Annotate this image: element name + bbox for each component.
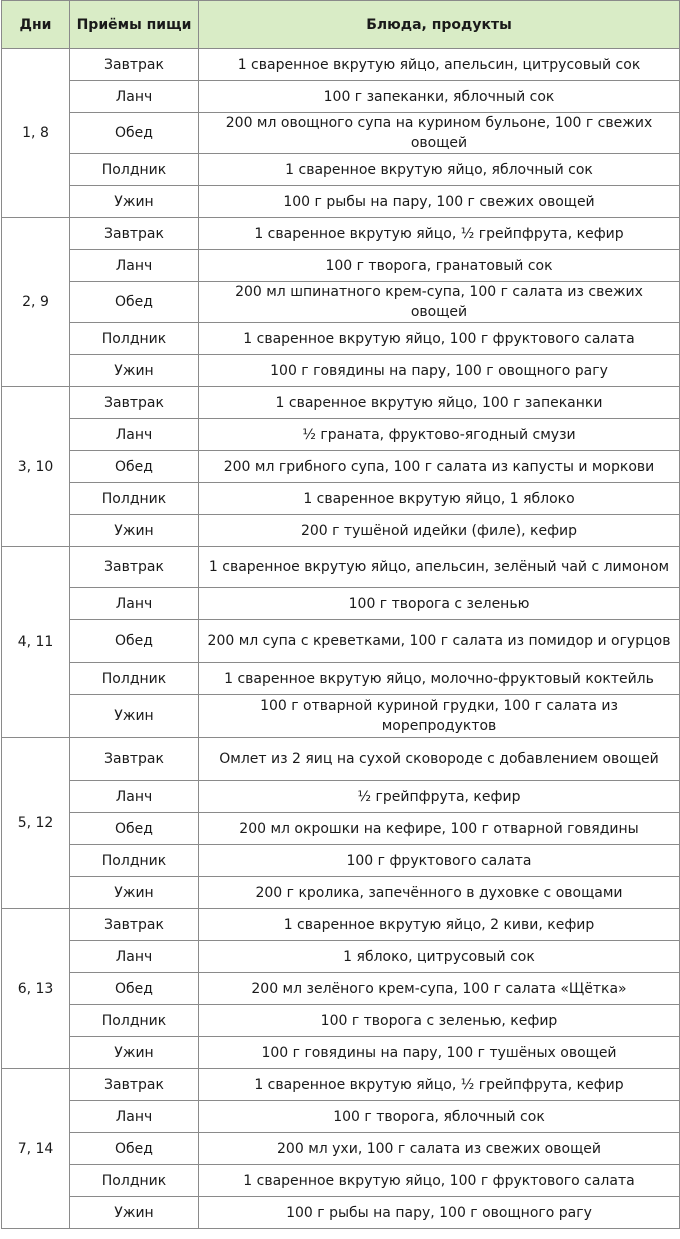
table-row: [2, 515, 680, 547]
food-cell: 100 г запеканки, яблочный сок: [199, 81, 680, 113]
meal-cell: Завтрак: [70, 909, 199, 941]
header-dishes: Блюда, продукты: [199, 1, 680, 49]
table-row: [2, 877, 680, 909]
table-row: [2, 1133, 680, 1165]
meal-cell: Завтрак: [70, 218, 199, 250]
meal-cell: Ланч: [70, 419, 199, 451]
meal-cell: Завтрак: [70, 49, 199, 81]
food-cell: 100 г творога с зеленью, кефир: [199, 1005, 680, 1037]
table-row: [2, 1165, 680, 1197]
food-cell: 1 сваренное вкрутую яйцо, ½ грейпфрута, кефир: [199, 218, 680, 250]
food-cell: 100 г говядины на пару, 100 г тушёных овощей: [199, 1037, 680, 1069]
food-cell: 1 сваренное вкрутую яйцо, 100 г фруктового салата: [199, 323, 680, 355]
meal-cell: Обед: [70, 113, 199, 154]
meal-cell: Обед: [70, 973, 199, 1005]
food-cell: 200 мл супа с креветками, 100 г салата из помидор и огурцов: [199, 620, 680, 663]
header-days: Дни: [2, 1, 70, 49]
table-row: [2, 355, 680, 387]
table-row: [2, 781, 680, 813]
table-row: [2, 941, 680, 973]
table-row: [2, 451, 680, 483]
table-row: [2, 49, 680, 81]
meal-cell: Обед: [70, 813, 199, 845]
meal-cell: Ланч: [70, 250, 199, 282]
meal-cell: Полдник: [70, 663, 199, 695]
meal-cell: Обед: [70, 620, 199, 663]
meal-cell: Полдник: [70, 154, 199, 186]
food-cell: 100 г творога, гранатовый сок: [199, 250, 680, 282]
meal-cell: Полдник: [70, 845, 199, 877]
header-row: [2, 1, 680, 49]
table-row: [2, 419, 680, 451]
food-cell: Омлет из 2 яиц на сухой сковороде с добавлением овощей: [199, 738, 680, 781]
food-cell: 1 сваренное вкрутую яйцо, молочно-фруктовый коктейль: [199, 663, 680, 695]
food-cell: 200 мл ухи, 100 г салата из свежих овощей: [199, 1133, 680, 1165]
food-cell: 1 сваренное вкрутую яйцо, апельсин, цитрусовый сок: [199, 49, 680, 81]
food-cell: 100 г отварной куриной грудки, 100 г салата из морепродуктов: [199, 695, 680, 738]
meal-cell: Завтрак: [70, 547, 199, 588]
food-cell: ½ грейпфрута, кефир: [199, 781, 680, 813]
food-cell: 100 г творога с зеленью: [199, 588, 680, 620]
meal-cell: Завтрак: [70, 738, 199, 781]
meal-cell: Полдник: [70, 483, 199, 515]
days-cell: 1, 8: [2, 49, 70, 218]
table-row: [2, 695, 680, 738]
meal-cell: Обед: [70, 451, 199, 483]
diet-menu-table: [1, 0, 680, 1229]
table-row: [2, 620, 680, 663]
table-row: [2, 973, 680, 1005]
food-cell: 100 г творога, яблочный сок: [199, 1101, 680, 1133]
food-cell: 1 сваренное вкрутую яйцо, апельсин, зелёный чай с лимоном: [199, 547, 680, 588]
table-row: [2, 282, 680, 323]
days-cell: 6, 13: [2, 909, 70, 1069]
table-row: [2, 81, 680, 113]
food-cell: 200 г кролика, запечённого в духовке с овощами: [199, 877, 680, 909]
meal-cell: Ужин: [70, 515, 199, 547]
food-cell: 100 г рыбы на пару, 100 г свежих овощей: [199, 186, 680, 218]
table-row: [2, 813, 680, 845]
meal-cell: Завтрак: [70, 387, 199, 419]
food-cell: 100 г фруктового салата: [199, 845, 680, 877]
table-row: [2, 250, 680, 282]
meal-cell: Ланч: [70, 941, 199, 973]
table-row: [2, 387, 680, 419]
food-cell: 1 сваренное вкрутую яйцо, 1 яблоко: [199, 483, 680, 515]
days-cell: 4, 11: [2, 547, 70, 738]
table-row: [2, 845, 680, 877]
food-cell: 1 сваренное вкрутую яйцо, 100 г запеканки: [199, 387, 680, 419]
days-cell: 2, 9: [2, 218, 70, 387]
food-cell: 1 сваренное вкрутую яйцо, 100 г фруктового салата: [199, 1165, 680, 1197]
table-row: [2, 1037, 680, 1069]
meal-cell: Полдник: [70, 1005, 199, 1037]
table-row: [2, 154, 680, 186]
food-cell: 1 яблоко, цитрусовый сок: [199, 941, 680, 973]
meal-cell: Ужин: [70, 695, 199, 738]
meal-cell: Ужин: [70, 186, 199, 218]
meal-cell: Ланч: [70, 1101, 199, 1133]
days-cell: 5, 12: [2, 738, 70, 909]
meal-cell: Ужин: [70, 1037, 199, 1069]
meal-cell: Ужин: [70, 1197, 199, 1229]
table-row: [2, 663, 680, 695]
table-row: [2, 186, 680, 218]
table-row: [2, 547, 680, 588]
table-row: [2, 483, 680, 515]
table-row: [2, 738, 680, 781]
food-cell: ½ граната, фруктово-ягодный смузи: [199, 419, 680, 451]
table-row: [2, 588, 680, 620]
meal-cell: Ужин: [70, 877, 199, 909]
meal-cell: Полдник: [70, 1165, 199, 1197]
table-row: [2, 1101, 680, 1133]
meal-cell: Полдник: [70, 323, 199, 355]
meal-cell: Завтрак: [70, 1069, 199, 1101]
meal-cell: Обед: [70, 282, 199, 323]
food-cell: 200 мл овощного супа на курином бульоне, 100 г свежих овощей: [199, 113, 680, 154]
food-cell: 100 г говядины на пару, 100 г овощного рагу: [199, 355, 680, 387]
food-cell: 1 сваренное вкрутую яйцо, ½ грейпфрута, кефир: [199, 1069, 680, 1101]
food-cell: 1 сваренное вкрутую яйцо, 2 киви, кефир: [199, 909, 680, 941]
table-row: [2, 113, 680, 154]
days-cell: 7, 14: [2, 1069, 70, 1229]
food-cell: 200 г тушёной идейки (филе), кефир: [199, 515, 680, 547]
table-row: [2, 218, 680, 250]
meal-cell: Ужин: [70, 355, 199, 387]
table-row: [2, 1069, 680, 1101]
table-row: [2, 1197, 680, 1229]
food-cell: 200 мл окрошки на кефире, 100 г отварной говядины: [199, 813, 680, 845]
header-meals: Приёмы пищи: [70, 1, 199, 49]
table-row: [2, 909, 680, 941]
food-cell: 200 мл зелёного крем-супа, 100 г салата «Щётка»: [199, 973, 680, 1005]
table-row: [2, 323, 680, 355]
food-cell: 200 мл шпинатного крем-супа, 100 г салата из свежих овощей: [199, 282, 680, 323]
table-row: [2, 1005, 680, 1037]
days-cell: 3, 10: [2, 387, 70, 547]
food-cell: 200 мл грибного супа, 100 г салата из капусты и моркови: [199, 451, 680, 483]
food-cell: 1 сваренное вкрутую яйцо, яблочный сок: [199, 154, 680, 186]
meal-cell: Ланч: [70, 81, 199, 113]
meal-cell: Ланч: [70, 781, 199, 813]
meal-cell: Обед: [70, 1133, 199, 1165]
food-cell: 100 г рыбы на пару, 100 г овощного рагу: [199, 1197, 680, 1229]
meal-cell: Ланч: [70, 588, 199, 620]
